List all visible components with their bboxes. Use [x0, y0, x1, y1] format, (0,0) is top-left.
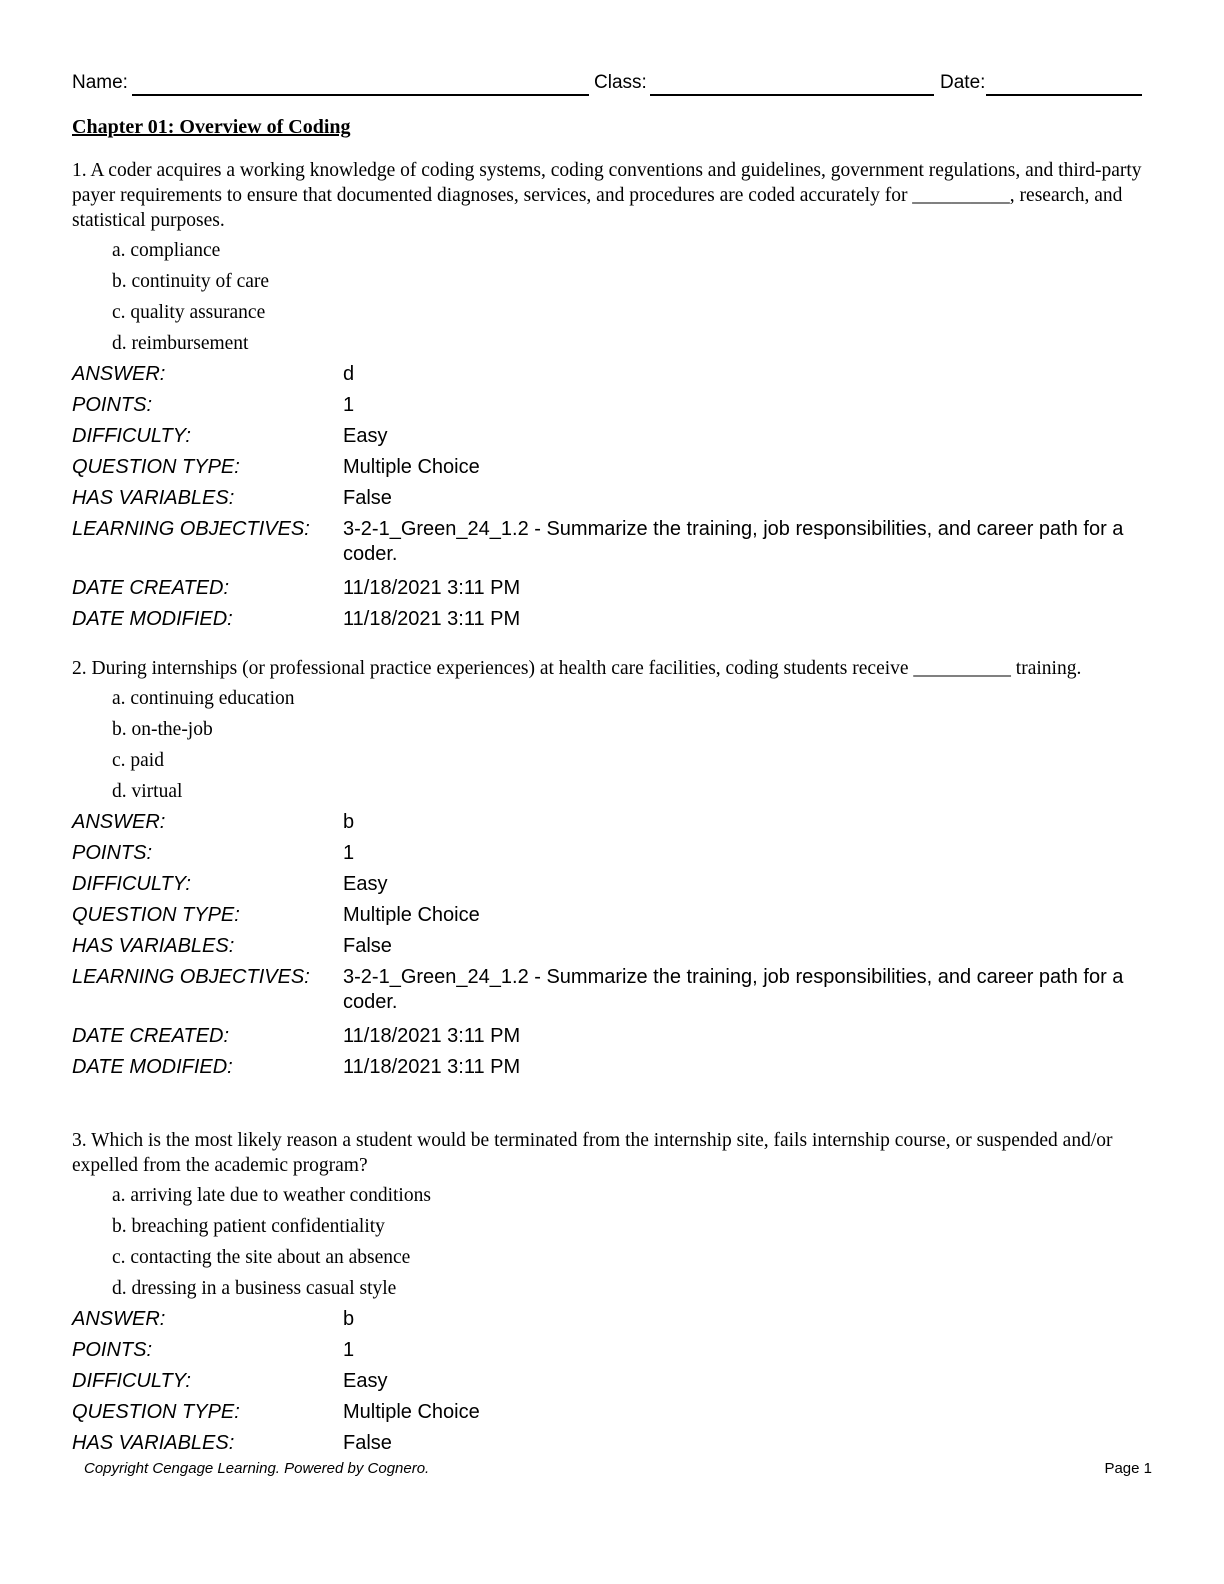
question-type-value: Multiple Choice — [343, 456, 480, 478]
question-type-row — [72, 900, 1147, 931]
question-metadata — [72, 1304, 1147, 1459]
has-variables-value: False — [343, 1432, 392, 1454]
date-modified-row — [72, 604, 1147, 635]
difficulty-value: Easy — [343, 873, 388, 895]
question-type-label: QUESTION TYPE: — [72, 1401, 240, 1423]
question-2 — [72, 656, 1147, 1083]
question-3 — [72, 1128, 1147, 1459]
difficulty-label: DIFFICULTY: — [72, 425, 191, 447]
option-d: d. dressing in a business casual style — [112, 1278, 397, 1299]
date-modified-label: DATE MODIFIED: — [72, 1056, 233, 1078]
answer-label: ANSWER: — [72, 811, 166, 833]
answer-value: b — [343, 811, 355, 833]
option-c: c. contacting the site about an absence — [112, 1247, 411, 1268]
learning-objectives-row — [72, 514, 1147, 573]
date-modified-row — [72, 1052, 1147, 1083]
option-a: a. compliance — [112, 240, 221, 261]
learning-objectives-label: LEARNING OBJECTIVES: — [72, 966, 310, 988]
date-created-row — [72, 573, 1147, 604]
points-row — [72, 838, 1147, 869]
date-modified-value: 11/18/2021 3:11 PM — [343, 608, 521, 630]
option-c: c. quality assurance — [112, 302, 266, 323]
points-label: POINTS: — [72, 842, 153, 864]
points-label: POINTS: — [72, 1339, 153, 1361]
question-type-row — [72, 452, 1147, 483]
has-variables-value: False — [343, 487, 392, 509]
question-stem: 2. During internships (or professional practice experiences) at health care facilities, coding students receive __________ training. — [72, 658, 1082, 679]
question-type-label: QUESTION TYPE: — [72, 904, 240, 926]
answer-options — [112, 235, 1147, 359]
difficulty-value: Easy — [343, 1370, 388, 1392]
option-b: b. on-the-job — [112, 719, 213, 740]
option-d: d. reimbursement — [112, 333, 249, 354]
class-label: Class: — [594, 72, 647, 93]
date-created-row — [72, 1021, 1147, 1052]
has-variables-row — [72, 1428, 1147, 1459]
question-type-value: Multiple Choice — [343, 1401, 480, 1423]
difficulty-label: DIFFICULTY: — [72, 873, 191, 895]
answer-value: b — [343, 1308, 355, 1330]
question-type-label: QUESTION TYPE: — [72, 456, 240, 478]
learning-objectives-row — [72, 962, 1147, 1021]
option-b: b. continuity of care — [112, 271, 270, 292]
answer-row — [72, 1304, 1147, 1335]
option-b: b. breaching patient confidentiality — [112, 1216, 385, 1237]
copyright-notice: Copyright Cengage Learning. Powered by Cognero. — [84, 1460, 430, 1477]
date-created-value: 11/18/2021 3:11 PM — [343, 1025, 521, 1047]
difficulty-value: Easy — [343, 425, 388, 447]
answer-row — [72, 807, 1147, 838]
answer-label: ANSWER: — [72, 363, 166, 385]
answer-options — [112, 1180, 1147, 1304]
date-blank-line — [986, 94, 1142, 96]
date-created-label: DATE CREATED: — [72, 1025, 230, 1047]
learning-objectives-value: 3-2-1_Green_24_1.2 - Summarize the training, job responsibilities, and career path for a coder. — [343, 518, 1124, 565]
learning-objectives-value: 3-2-1_Green_24_1.2 - Summarize the training, job responsibilities, and career path for a coder. — [343, 966, 1124, 1013]
has-variables-label: HAS VARIABLES: — [72, 935, 235, 957]
page-number: Page 1 — [1104, 1460, 1152, 1477]
answer-value: d — [343, 363, 355, 385]
difficulty-row — [72, 869, 1147, 900]
points-label: POINTS: — [72, 394, 153, 416]
has-variables-row — [72, 483, 1147, 514]
page-footer — [84, 1460, 1152, 1482]
question-stem: 1. A coder acquires a working knowledge of coding systems, coding conventions and guidelines, government regulations, and third-party payer requirements to ensure that documented diagnoses, services, and procedures are coded accurately for __________, research, and statistical purposes. — [72, 160, 1142, 231]
points-value: 1 — [343, 842, 355, 864]
answer-row — [72, 359, 1147, 390]
date-modified-label: DATE MODIFIED: — [72, 608, 233, 630]
date-created-label: DATE CREATED: — [72, 577, 230, 599]
difficulty-label: DIFFICULTY: — [72, 1370, 191, 1392]
question-stem: 3. Which is the most likely reason a student would be terminated from the internship site, fails internship course, or suspended and/or expelled from the academic program? — [72, 1130, 1113, 1176]
student-info-header — [72, 70, 1142, 98]
learning-objectives-label: LEARNING OBJECTIVES: — [72, 518, 310, 540]
points-value: 1 — [343, 1339, 355, 1361]
answer-options — [112, 683, 1147, 807]
question-1 — [72, 158, 1147, 635]
option-a: a. continuing education — [112, 688, 295, 709]
points-value: 1 — [343, 394, 355, 416]
has-variables-label: HAS VARIABLES: — [72, 487, 235, 509]
option-d: d. virtual — [112, 781, 183, 802]
has-variables-value: False — [343, 935, 392, 957]
points-row — [72, 1335, 1147, 1366]
class-blank-line — [650, 94, 934, 96]
question-metadata — [72, 807, 1147, 1083]
difficulty-row — [72, 1366, 1147, 1397]
option-c: c. paid — [112, 750, 164, 771]
date-modified-value: 11/18/2021 3:11 PM — [343, 1056, 521, 1078]
has-variables-label: HAS VARIABLES: — [72, 1432, 235, 1454]
has-variables-row — [72, 931, 1147, 962]
points-row — [72, 390, 1147, 421]
question-metadata — [72, 359, 1147, 635]
question-type-value: Multiple Choice — [343, 904, 480, 926]
name-blank-line — [132, 94, 589, 96]
option-a: a. arriving late due to weather conditions — [112, 1185, 431, 1206]
chapter-title: Chapter 01: Overview of Coding — [72, 116, 351, 138]
name-label: Name: — [72, 72, 128, 93]
answer-label: ANSWER: — [72, 1308, 166, 1330]
date-label: Date: — [940, 72, 986, 93]
difficulty-row — [72, 421, 1147, 452]
question-type-row — [72, 1397, 1147, 1428]
date-created-value: 11/18/2021 3:11 PM — [343, 577, 521, 599]
